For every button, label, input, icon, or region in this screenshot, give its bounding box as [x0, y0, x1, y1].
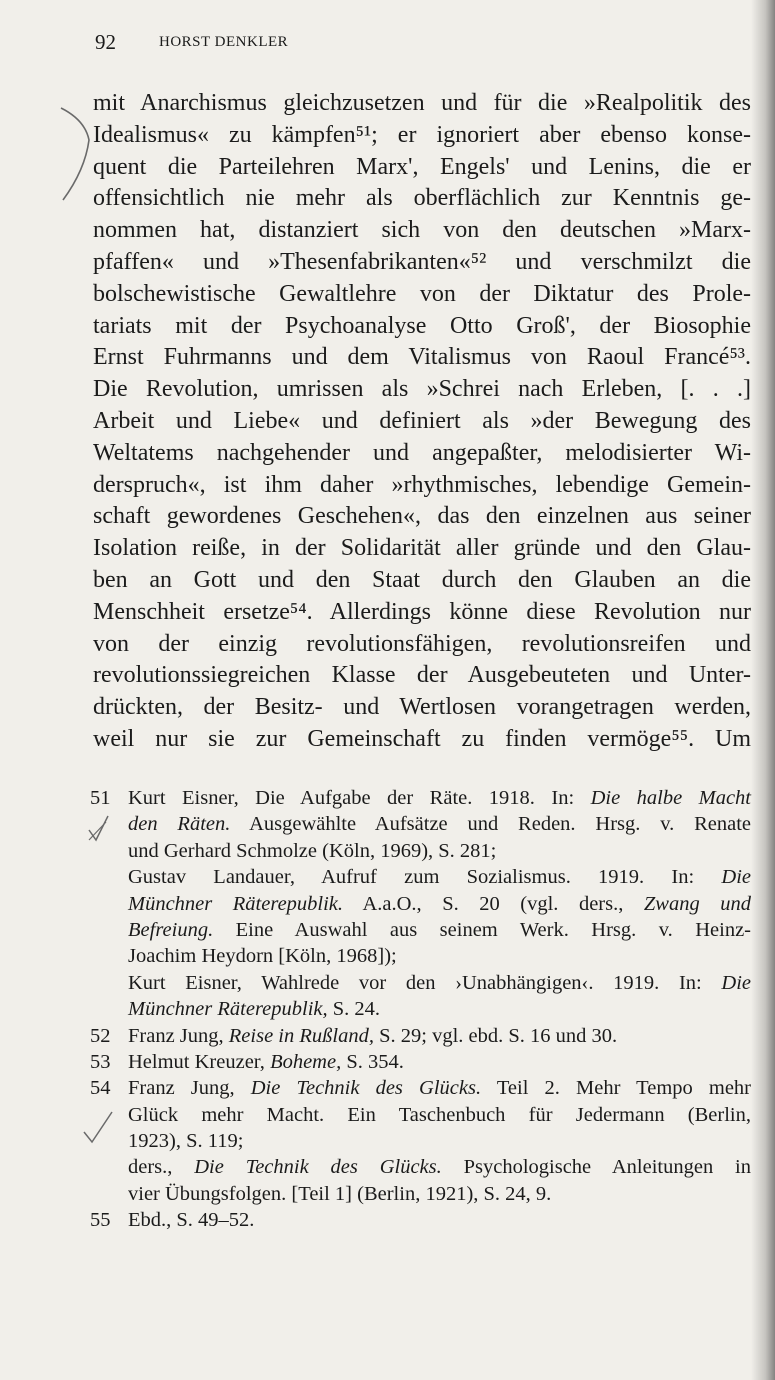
footnote-text-part: Psychologische Anleitungen in	[441, 1156, 751, 1179]
body-line: revolutionssiegreichen Klasse der Ausgebeuteten und Unter-	[93, 662, 751, 689]
footnote-line: vier Übungsfolgen. [Teil 1] (Berlin, 1921), S. 24, 9.	[128, 1182, 552, 1205]
body-line: Idealismus« zu kämpfen⁵¹; er ignoriert aber ebenso konse-	[93, 121, 751, 148]
body-line: Menschheit ersetze⁵⁴. Allerdings könne diese Revolution nur	[93, 598, 751, 625]
footnote-text-part: S. 24.	[327, 998, 381, 1021]
page-binding-shadow	[751, 0, 775, 1380]
body-line: Arbeit und Liebe« und definiert als »der Bewegung des	[93, 407, 751, 434]
footnote-title: Die	[721, 866, 751, 889]
footnote-55	[90, 1207, 751, 1233]
body-line: ben an Gott und den Staat durch den Glauben an die	[93, 566, 751, 593]
footnote-text-part: ders.,	[128, 1156, 195, 1179]
footnote-text-part: A.a.O., S. 20 (vgl. ders.,	[343, 892, 644, 915]
footnote-line	[128, 891, 751, 917]
footnote-text-part: Kurt Eisner, Wahlrede vor den ›Unabhängigen‹. 1919. In:	[128, 971, 722, 994]
footnote-title: Die	[721, 971, 751, 994]
footnote-line	[128, 970, 751, 996]
body-text	[93, 88, 751, 756]
footnote-text-part: Ausgewählte Aufsätze und Reden. Hrsg. v. Renate	[230, 813, 751, 836]
footnote-line	[128, 1154, 751, 1180]
body-line: derspruch«, ist ihm daher »rhythmisches, lebendige Gemein-	[93, 471, 751, 498]
running-head: HORST DENKLER	[159, 34, 289, 50]
footnote-title: Münchner Räterepublik,	[128, 998, 328, 1021]
footnote-text	[128, 1075, 751, 1101]
footnote-number: 53	[90, 1050, 111, 1073]
footnote-line: Glück mehr Macht. Ein Taschenbuch für Jedermann (Berlin,	[128, 1103, 751, 1126]
body-line: schaft gewordenes Geschehen«, das den einzelnen aus seiner	[93, 503, 751, 530]
footnote-line	[128, 811, 751, 837]
footnote-text-part: Helmut Kreuzer,	[128, 1050, 271, 1073]
body-line: mit Anarchismus gleichzusetzen und für die »Realpolitik des	[93, 90, 751, 116]
body-line: quent die Parteilehren Marx', Engels' und Lenins, die er	[93, 153, 751, 180]
footnote-line: 1923), S. 119;	[128, 1130, 244, 1153]
footnote-52	[90, 1023, 751, 1049]
footnote-line: Joachim Heydorn [Köln, 1968]);	[128, 945, 397, 968]
footnote-51	[90, 785, 751, 811]
footnote-number: 55	[90, 1209, 111, 1232]
page-header	[95, 30, 735, 60]
footnote-number: 52	[90, 1024, 111, 1047]
footnote-title: Die Technik des Glücks.	[194, 1156, 442, 1179]
footnote-text-part: S. 354.	[341, 1050, 404, 1073]
footnote-text-part: Franz Jung,	[128, 1024, 229, 1047]
footnote-text-part: Teil 2. Mehr Tempo mehr	[481, 1077, 751, 1100]
footnote-text-part: Eine Auswahl aus seinem Werk. Hrsg. v. Heinz-	[213, 918, 751, 941]
body-line: Die Revolution, umrissen als »Schrei nach Erleben, [. . .]	[93, 376, 751, 403]
footnote-text-part: Gustav Landauer, Aufruf zum Sozialismus. 1919. In:	[128, 866, 722, 889]
footnote-line	[128, 917, 751, 943]
footnote-title: Befreiung.	[128, 918, 214, 941]
body-line: Weltatems nachgehender und angepaßter, melodisierter Wi-	[93, 439, 751, 466]
footnote-text: Ebd., S. 49–52.	[128, 1209, 255, 1232]
footnote-text-part: Kurt Eisner, Die Aufgabe der Räte. 1918. In:	[128, 787, 591, 809]
footnote-text	[128, 1049, 751, 1075]
footnote-text	[128, 1023, 751, 1049]
footnote-53	[90, 1049, 751, 1075]
pencil-bracket-mark	[55, 100, 95, 210]
body-line: Isolation reiße, in der Solidarität aller gründe und den Glau-	[93, 535, 751, 562]
body-line: weil nur sie zur Gemeinschaft zu finden vermöge⁵⁵. Um	[93, 725, 751, 752]
footnote-number: 51	[90, 787, 111, 809]
footnote-line	[128, 996, 751, 1022]
footnote-line: und Gerhard Schmolze (Köln, 1969), S. 281;	[128, 839, 497, 862]
footnote-title: Zwang und	[643, 892, 752, 915]
body-line: offensichtlich nie mehr als oberflächlich zur Kenntnis ge-	[93, 185, 751, 212]
footnote-number: 54	[90, 1077, 111, 1100]
footnote-title: Die Technik des Glücks.	[250, 1077, 482, 1100]
body-line: drückten, der Besitz- und Wertlosen vorangetragen werden,	[93, 694, 751, 721]
footnote-text-part: S. 29; vgl. ebd. S. 16 und 30.	[373, 1024, 618, 1047]
footnote-title: den Räten.	[128, 813, 231, 836]
footnote-54	[90, 1075, 751, 1101]
footnote-line	[128, 864, 751, 890]
page-number: 92	[95, 30, 116, 54]
footnote-text-part: Franz Jung,	[128, 1077, 251, 1100]
footnote-title: Boheme,	[270, 1050, 342, 1073]
footnotes	[90, 785, 751, 1234]
body-line: von der einzig revolutionsfähigen, revolutionsreifen und	[93, 630, 751, 657]
body-line: pfaffen« und »Thesenfabrikanten«⁵² und verschmilzt die	[93, 248, 751, 275]
footnote-title: Reise in Rußland,	[228, 1024, 374, 1047]
body-line: nommen hat, distanziert sich von den deutschen »Marx-	[93, 217, 751, 244]
footnote-text	[128, 785, 751, 811]
footnote-title: Die halbe Macht	[590, 787, 751, 809]
body-line: bolschewistische Gewaltlehre von der Diktatur des Prole-	[93, 280, 751, 307]
footnote-title: Münchner Räterepublik.	[128, 892, 344, 915]
body-line: Ernst Fuhrmanns und dem Vitalismus von Raoul Francé⁵³.	[93, 344, 751, 371]
body-line: tariats mit der Psychoanalyse Otto Groß', der Biosophie	[93, 312, 751, 339]
